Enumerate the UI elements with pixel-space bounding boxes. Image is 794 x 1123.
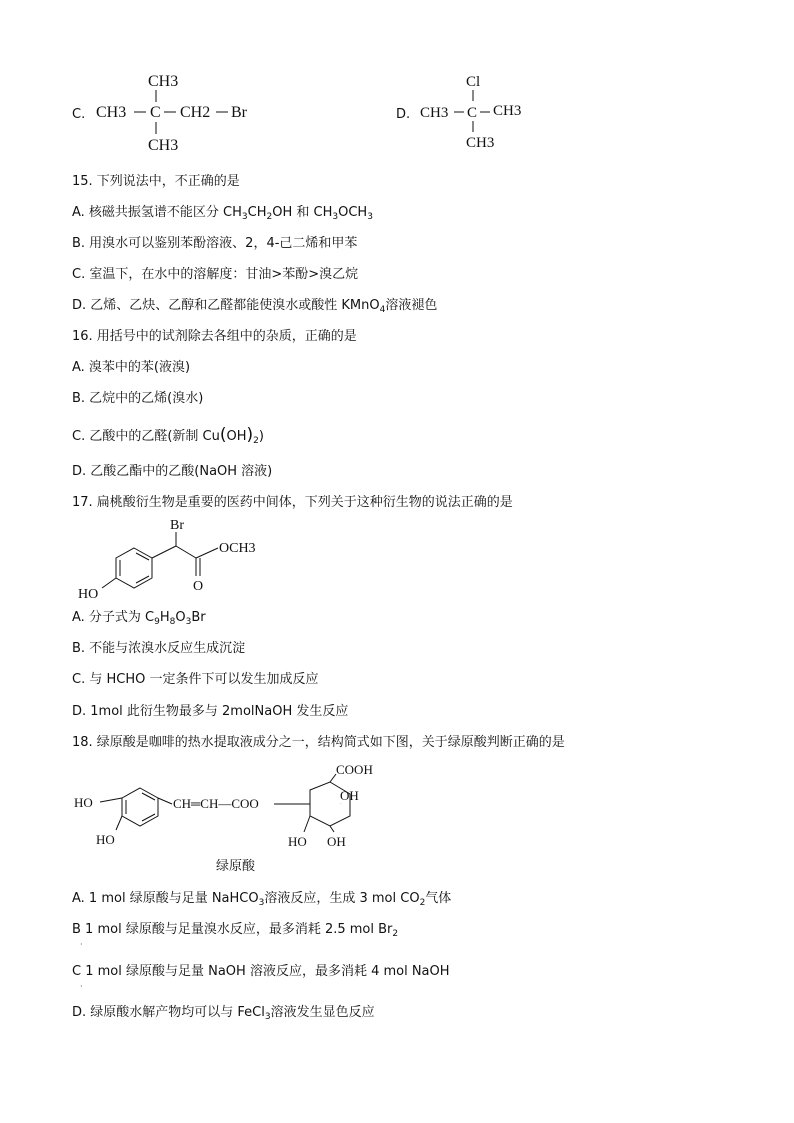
q18-ho2: HO	[96, 832, 115, 847]
option-d-label: D.	[396, 107, 411, 122]
q18-option-a: A. 1 mol 绿原酸与足量 NaHCO$_3$溶液反应，生成 3 mol $CO_2$气体	[72, 891, 452, 908]
q18-caption: 绿原酸	[216, 859, 256, 874]
q16-option-a: A. 溴苯中的苯(液溴)	[72, 360, 191, 375]
q18-option-b: B 1 mol 绿原酸与足量溴水反应，最多消耗 2.5 mol $Br_2$	[72, 922, 399, 939]
q18-option-d: D. 绿原酸水解产物均可以与 FeCl$_3$溶液发生显色反应	[72, 1005, 375, 1022]
q17-option-d: D. 1mol 此衍生物最多与 2molNaOH 发生反应	[72, 704, 349, 719]
q18-oh3: OH	[340, 804, 342, 805]
option-c-label: C.	[72, 107, 86, 122]
q18-c-dot: ·	[80, 982, 83, 991]
q18-oh2: OH	[327, 834, 346, 849]
q18-b-dot: ·	[80, 940, 83, 949]
d-center: C	[467, 105, 478, 121]
svg-text:CH3	[96, 104, 126, 121]
q18-stem: 18. 绿原酸是咖啡的热水提取液成分之一，结构简式如下图，关于绿原酸判断正确的是	[72, 735, 565, 750]
d-cl: Cl	[466, 74, 481, 90]
q15-option-c: C. 室温下，在水中的溶解度：甘油>苯酚>溴乙烷	[72, 267, 359, 282]
q17-option-c: C. 与 HCHO 一定条件下可以发生加成反应	[72, 672, 319, 687]
q18-chain: CH═CH—COO	[173, 796, 259, 811]
q17-option-a: A. 分子式为 $C_9H_8O_3Br$	[72, 610, 206, 627]
c-top-ch3: CH3	[148, 73, 179, 90]
q15-option-d: D. 乙烯、乙炔、乙醇和乙醛都能使溴水或酸性 KMnO$_4$溶液褪色	[72, 298, 438, 315]
structure-17	[76, 516, 276, 602]
q17-och3: OCH3	[219, 541, 256, 556]
d-right-ch3: CH3	[493, 103, 522, 119]
q16-option-d: D. 乙酸乙酯中的乙酸(NaOH 溶液)	[72, 464, 273, 479]
q15-option-a: A. 核磁共振氢谱不能区分 $CH_3CH_2OH$ 和 $CH_3OCH_3$	[72, 205, 373, 222]
d-left-ch3: CH3	[420, 105, 449, 121]
q18-oh1: OH	[340, 788, 359, 803]
q18-cooh: COOH	[336, 762, 373, 777]
q16-stem: 16. 用括号中的试剂除去各组中的杂质，正确的是	[72, 329, 357, 344]
q17-ho: HO	[78, 587, 99, 602]
q16-option-b: B. 乙烷中的乙烯(溴水)	[72, 391, 204, 406]
q17-br: Br	[170, 518, 184, 533]
q17-o: O	[193, 579, 204, 594]
structure-18	[72, 760, 402, 878]
structure-d	[418, 70, 548, 152]
q17-stem: 17. 扁桃酸衍生物是重要的医药中间体，下列关于这种衍生物的说法正确的是	[72, 495, 513, 510]
structure-c	[90, 66, 270, 156]
q18-option-c: C 1 mol 绿原酸与足量 NaOH 溶液反应，最多消耗 4 mol NaOH	[72, 964, 450, 979]
c-bottom-ch3: CH3	[148, 137, 179, 154]
c-br: Br	[231, 104, 247, 121]
q18-ho1: HO	[74, 795, 93, 810]
d-bottom-ch3: CH3	[466, 135, 495, 151]
q18-ho3: HO	[288, 834, 307, 849]
q15-stem: 15. 下列说法中，不正确的是	[72, 174, 240, 189]
q17-option-b: B. 不能与浓溴水反应生成沉淀	[72, 641, 246, 656]
c-center: C	[150, 104, 161, 121]
c-left-ch3: CH3	[96, 104, 127, 121]
c-ch2: CH2	[180, 104, 211, 121]
q15-option-b: B. 用溴水可以鉴别苯酚溶液、2，4-己二烯和甲苯	[72, 236, 358, 251]
q16-option-c: C. 乙酸中的乙醛(新制 $Cu(OH)_2$)	[72, 425, 264, 446]
